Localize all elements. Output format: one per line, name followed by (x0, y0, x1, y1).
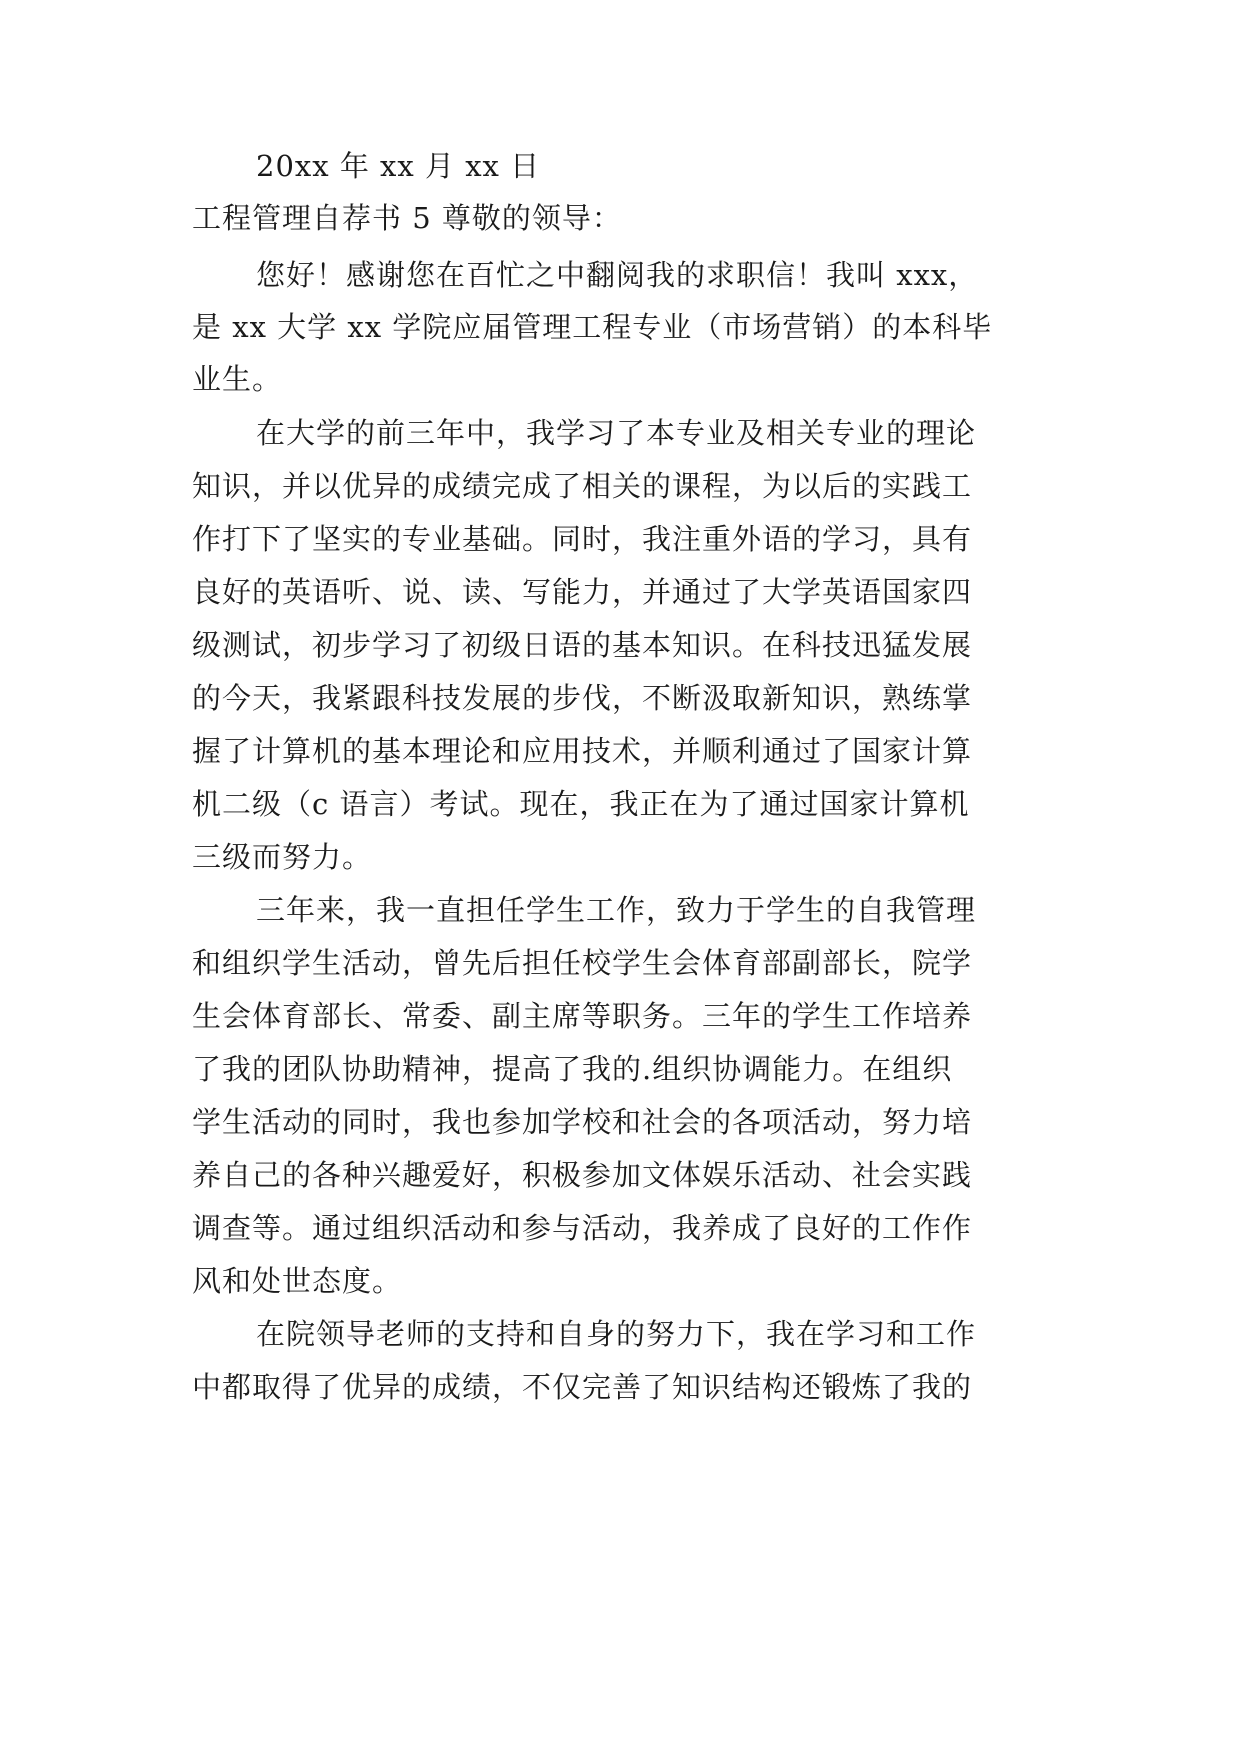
paragraph-2-line-1: 在大学的前三年中，我学习了本专业及相关专业的理论 (256, 416, 977, 450)
paragraph-4-line-1: 在院领导老师的支持和自身的努力下，我在学习和工作 (256, 1317, 977, 1351)
paragraph-2-line-2: 知识，并以优异的成绩完成了相关的课程，为以后的实践工 (192, 469, 973, 503)
paragraph-2-line-9: 三级而努力。 (192, 840, 373, 874)
paragraph-3-line-8: 风和处世态度。 (192, 1264, 403, 1298)
paragraph-2-line-4: 良好的英语听、说、读、写能力，并通过了大学英语国家四 (192, 575, 973, 609)
paragraph-3-line-5: 学生活动的同时，我也参加学校和社会的各项活动，努力培 (192, 1105, 973, 1139)
paragraph-4-line-2: 中都取得了优异的成绩，不仅完善了知识结构还锻炼了我的 (192, 1370, 973, 1404)
paragraph-2-line-7: 握了计算机的基本理论和应用技术，并顺利通过了国家计算 (192, 734, 973, 768)
paragraph-3-line-2: 和组织学生活动，曾先后担任校学生会体育部副部长，院学 (192, 946, 973, 980)
paragraph-2-line-5: 级测试，初步学习了初级日语的基本知识。在科技迅猛发展 (192, 628, 973, 662)
paragraph-3-line-3: 生会体育部长、常委、副主席等职务。三年的学生工作培养 (192, 999, 973, 1033)
paragraph-1-line-1: 您好！感谢您在百忙之中翻阅我的求职信！我叫 xxx， (256, 258, 979, 292)
paragraph-1-line-2: 是 xx 大学 xx 学院应届管理工程专业（市场营销）的本科毕 (192, 310, 993, 344)
date-line: 20xx 年 xx 月 xx 日 (256, 149, 541, 183)
paragraph-3-line-1: 三年来，我一直担任学生工作，致力于学生的自我管理 (256, 893, 977, 927)
paragraph-2-line-3: 作打下了坚实的专业基础。同时，我注重外语的学习，具有 (192, 522, 973, 556)
paragraph-3-line-7: 调查等。通过组织活动和参与活动，我养成了良好的工作作 (192, 1211, 973, 1245)
salutation-line: 工程管理自荐书 5 尊敬的领导： (192, 201, 622, 235)
paragraph-2-line-6: 的今天，我紧跟科技发展的步伐，不断汲取新知识，熟练掌 (192, 681, 973, 715)
paragraph-1-line-3: 业生。 (192, 362, 283, 396)
paragraph-3-line-6: 养自己的各种兴趣爱好，积极参加文体娱乐活动、社会实践 (192, 1158, 973, 1192)
paragraph-2-line-8: 机二级（c 语言）考试。现在，我正在为了通过国家计算机 (192, 787, 970, 821)
paragraph-3-line-4: 了我的团队协助精神，提高了我的.组织协调能力。在组织 (192, 1052, 953, 1086)
